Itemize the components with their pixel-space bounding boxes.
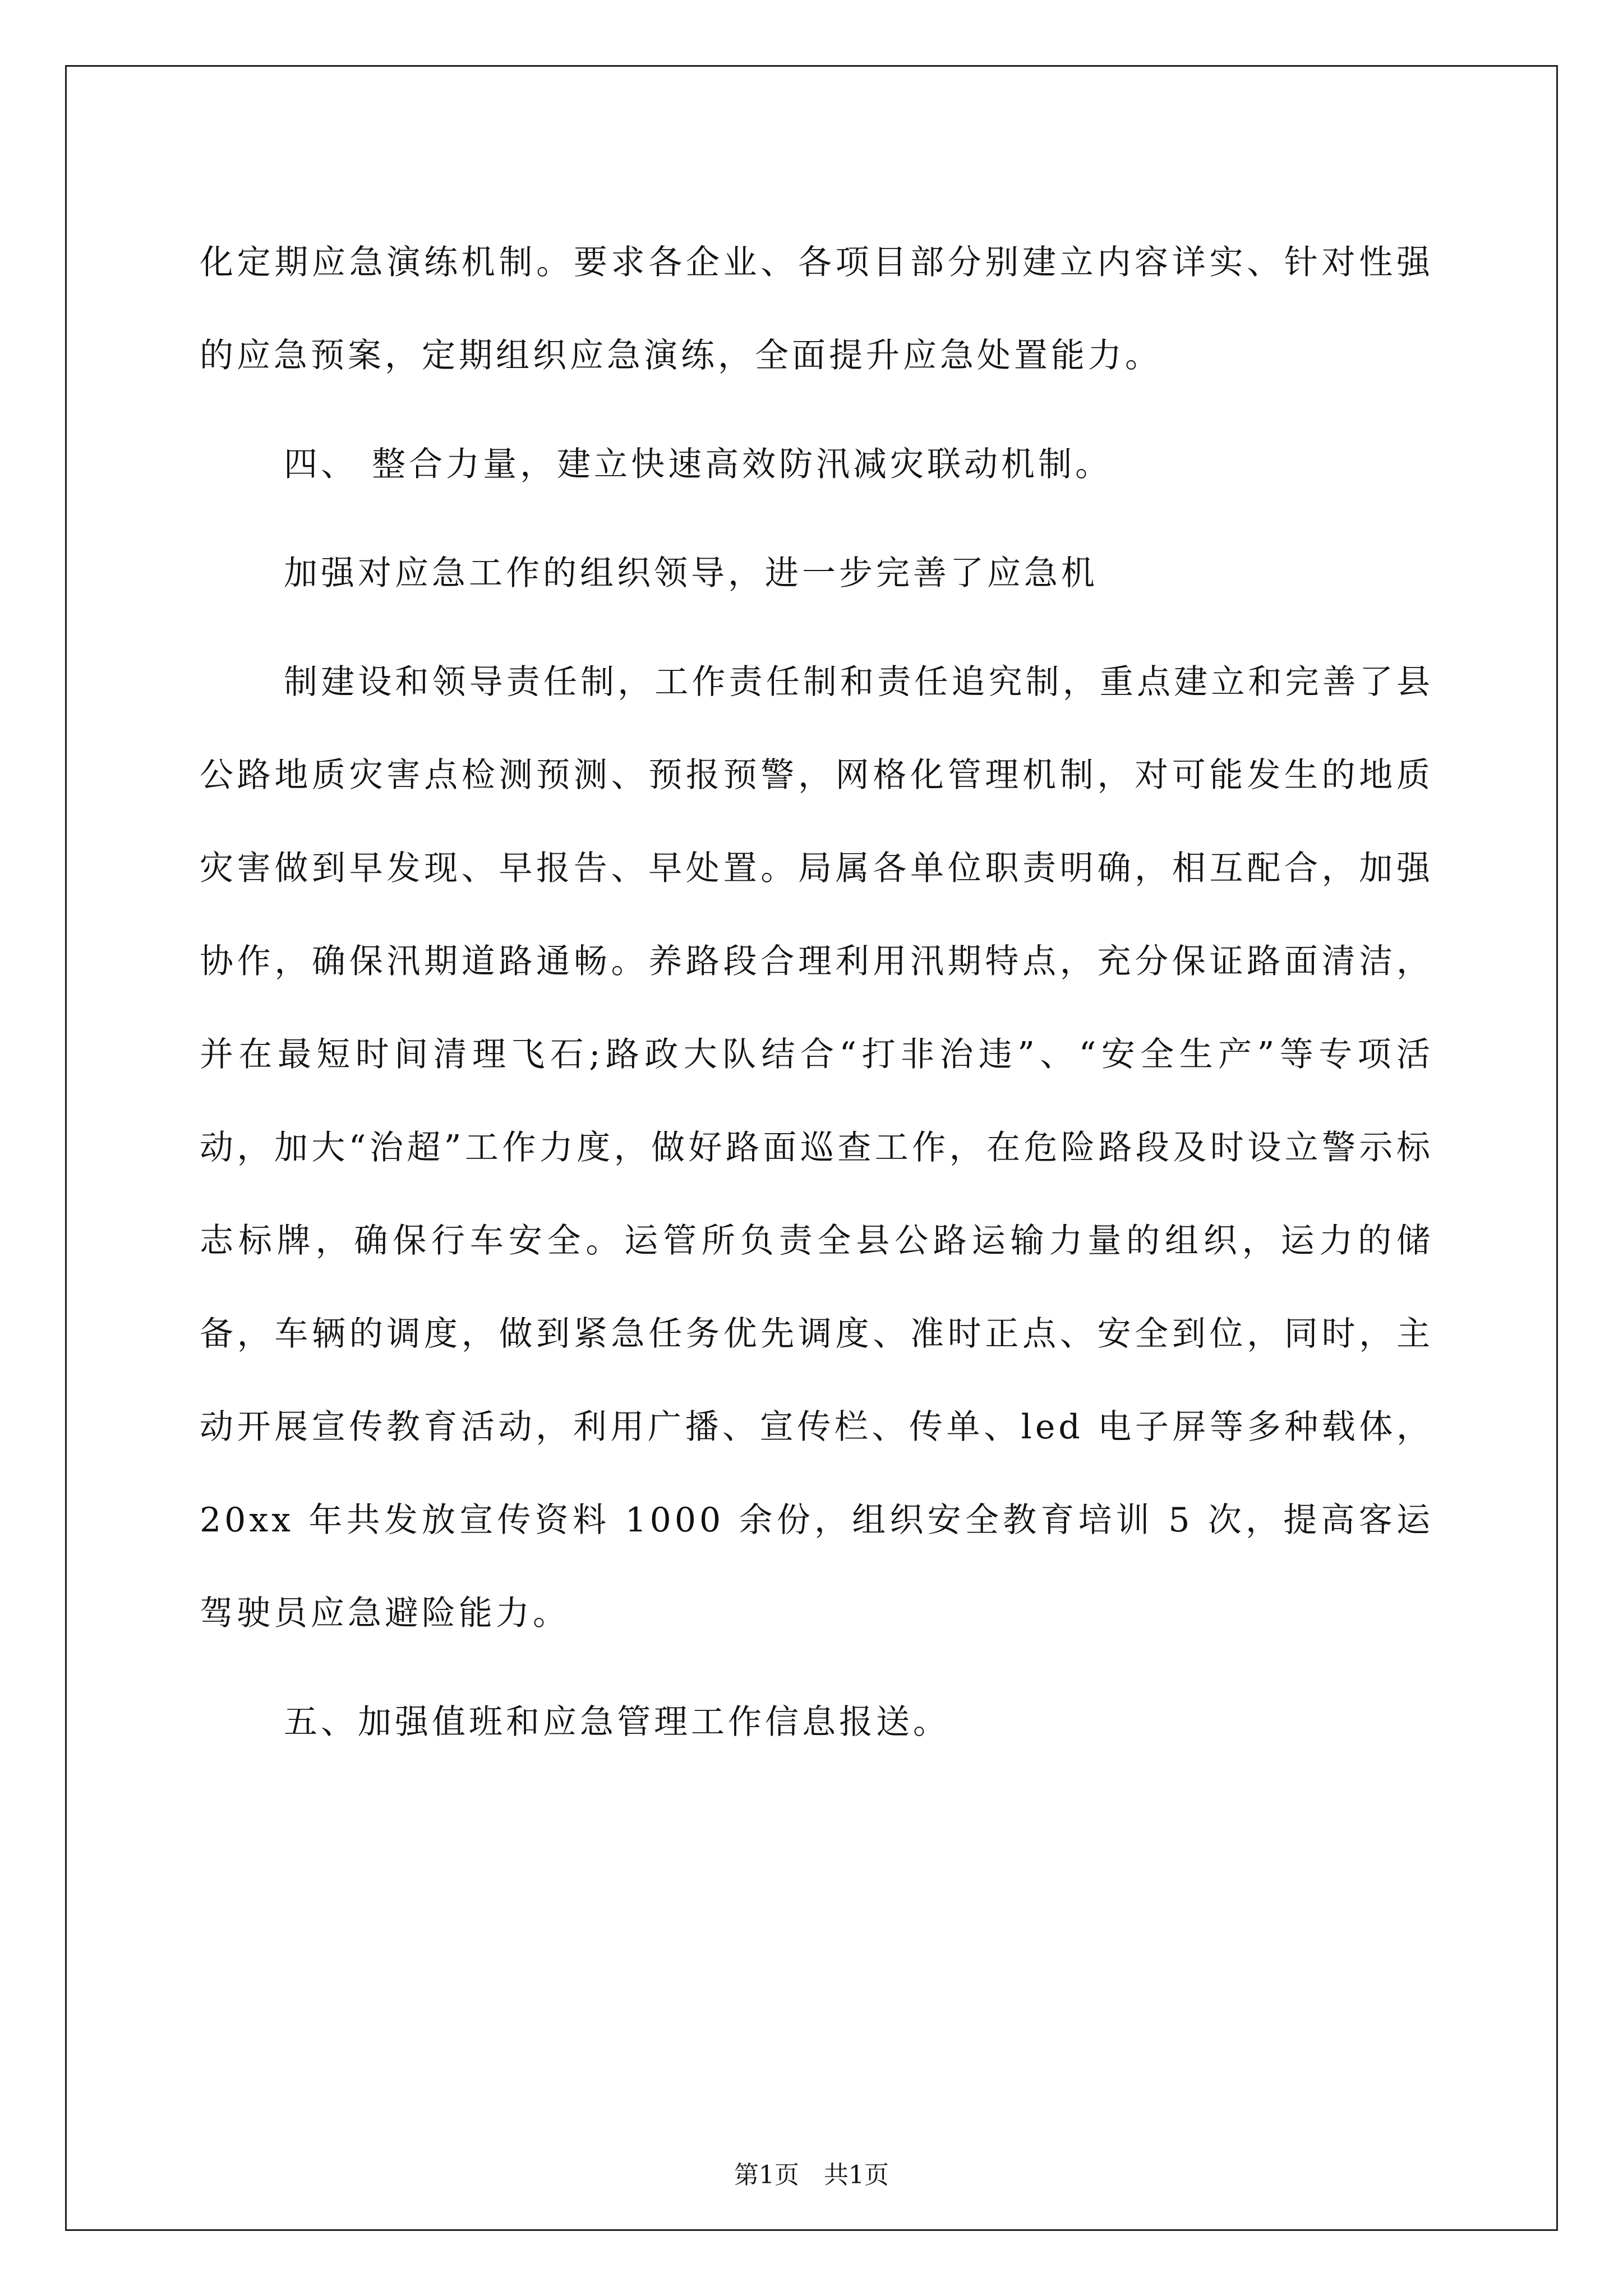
paragraph-5-heading: 五、加强值班和应急管理工作信息报送。 bbox=[284, 1703, 950, 1742]
paragraph-4: 制建设和领导责任制，工作责任制和责任追究制，重点建立和完善了县公路地质灾害点检测预测、预报预警，网格化管理机制，对可能发生的地质灾害做到早发现、早报告、早处置。局属各单位职责明确，相互配合，加强协作，确保汛期道路通畅。养路段合理利用汛期特点，充分保证路面清洁，并在最短时间清理飞石;路政大队结合“打非治违”、“安全生产”等专项活动，加大“治超”工作力度，做好路面巡查工作，在危险路段及时设立警示标志标牌，确保行车安全。运管所负责全县公路运输力量的组织，运力的储备，车辆的调度，做到紧急任务优先调度、准时正点、安全到位，同时，主动开展宣传教育活动，利用广播、宣传栏、传单、led 电子屏等多种载体，20xx 年共发放宣传资料 1000 余份，组织安全教育培训 5 次，提高客运驾驶员应急避险能力。 bbox=[200, 662, 1433, 1633]
paragraph-2-heading: 四、 整合力量，建立快速高效防汛减灾联动机制。 bbox=[284, 445, 1113, 484]
page-footer: 第1页 共1页 bbox=[734, 2161, 889, 2189]
paragraph-1: 化定期应急演练机制。要求各企业、各项目部分别建立内容详实、针对性强的应急预案，定期组织应急演练，全面提升应急处置能力。 bbox=[200, 243, 1433, 375]
paragraph-3: 加强对应急工作的组织领导，进一步完善了应急机 bbox=[284, 554, 1098, 593]
document-body bbox=[200, 216, 1433, 1769]
